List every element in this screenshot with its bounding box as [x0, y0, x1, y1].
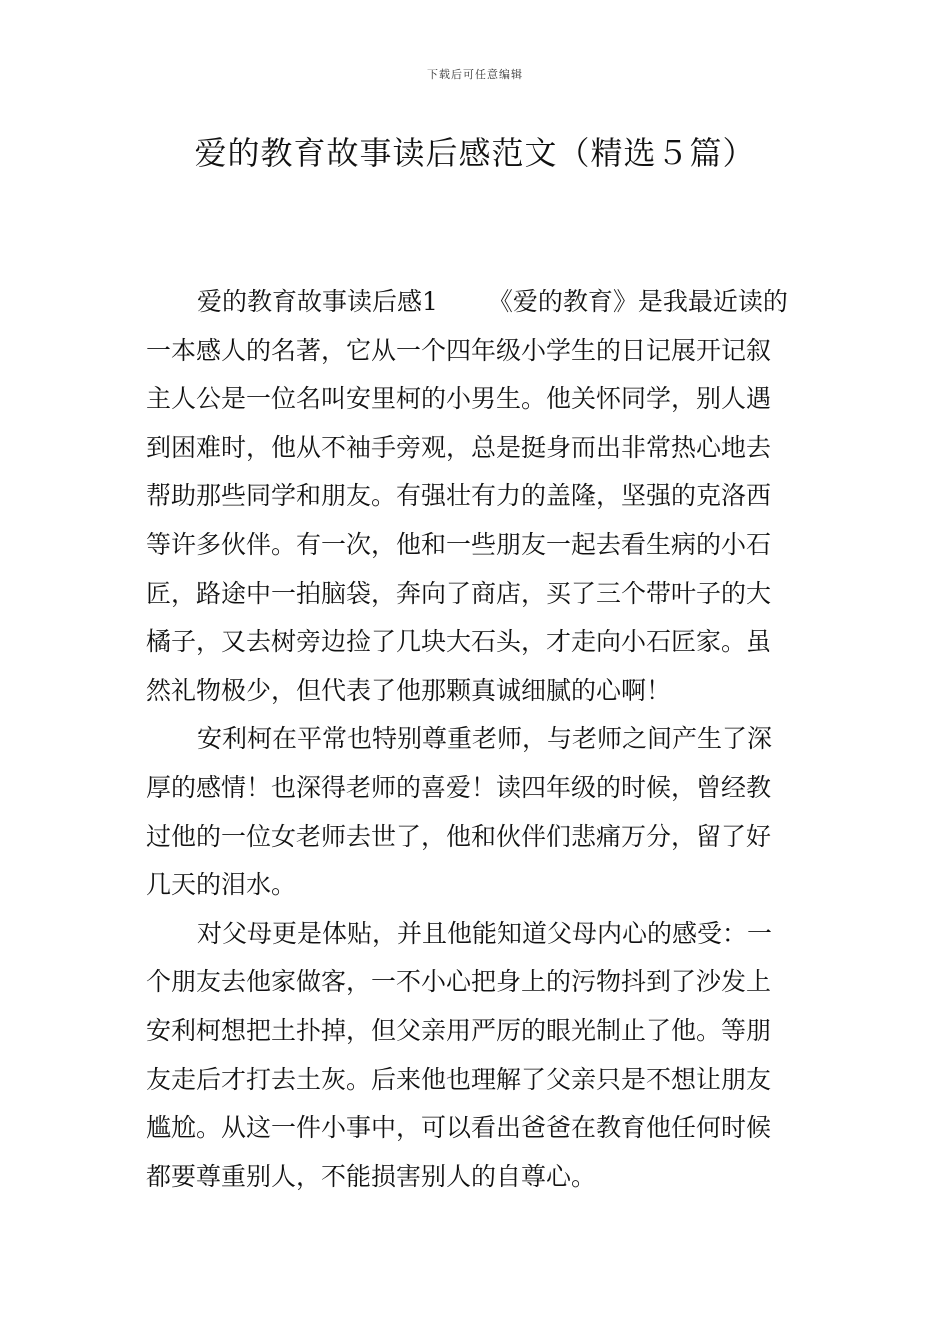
- paragraph-line: 都要尊重别人，不能损害别人的自尊心。: [146, 1161, 597, 1191]
- paragraph-line: 过他的一位女老师去世了，他和伙伴们悲痛万分，留了好: [146, 821, 772, 851]
- paragraph-line: [146, 278, 808, 327]
- paragraph-1: [146, 278, 808, 715]
- document-body: [146, 278, 808, 1201]
- paragraph-2: [146, 715, 808, 909]
- document-title: 爱的教育故事读后感范文（精选５篇）: [194, 134, 756, 172]
- paragraph-line: 匠，路途中一拍脑袋，奔向了商店，买了三个带叶子的大: [146, 578, 772, 608]
- header-note: 下载后可任意编辑: [427, 68, 523, 81]
- paragraph-line: 然礼物极少，但代表了他那颗真诚细腻的心啊！: [146, 675, 672, 705]
- paragraph-line-text: 《爱的教育》是我最近读的: [487, 287, 788, 316]
- paragraph-line: 主人公是一位名叫安里柯的小男生。他关怀同学，别人遇: [146, 384, 772, 414]
- paragraph-line: 等许多伙伴。有一次，他和一些朋友一起去看生病的小石: [146, 529, 772, 559]
- section-subheading: 爱的教育故事读后感1: [197, 287, 438, 316]
- paragraph-line: 厚的感情！也深得老师的喜爱！读四年级的时候，曾经教: [146, 772, 772, 802]
- paragraph-line: 到困难时，他从不袖手旁观，总是挺身而出非常热心地去: [146, 432, 772, 462]
- paragraph-line: 友走后才打去土灰。后来他也理解了父亲只是不想让朋友: [146, 1064, 772, 1094]
- paragraph-line: 安利柯在平常也特别尊重老师，与老师之间产生了深: [197, 724, 773, 754]
- paragraph-line: 一本感人的名著，它从一个四年级小学生的日记展开记叙: [146, 335, 772, 365]
- paragraph-line: 几天的泪水。: [146, 870, 297, 900]
- paragraph-line: 尴尬。从这一件小事中，可以看出爸爸在教育他任何时候: [146, 1113, 772, 1143]
- paragraph-line: 个朋友去他家做客，一不小心把身上的污物抖到了沙发上: [146, 967, 772, 997]
- paragraph-line: 安利柯想把土扑掉，但父亲用严厉的眼光制止了他。等朋: [146, 1015, 772, 1045]
- paragraph-line: 帮助那些同学和朋友。有强壮有力的盖隆，坚强的克洛西: [146, 481, 772, 511]
- paragraph-line: 橘子，又去树旁边捡了几块大石头，才走向小石匠家。虽: [146, 627, 772, 657]
- paragraph-line: 对父母更是体贴，并且他能知道父母内心的感受：一: [197, 918, 773, 948]
- paragraph-3: [146, 910, 808, 1202]
